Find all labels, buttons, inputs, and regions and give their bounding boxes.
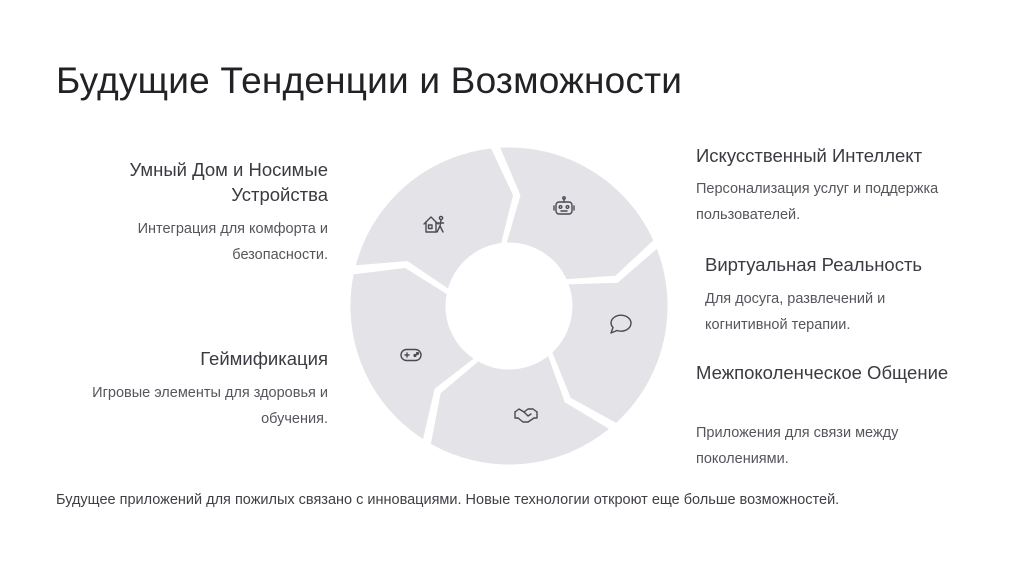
gamification-heading: Геймификация <box>200 348 328 369</box>
cycle-segment-ai <box>498 146 655 281</box>
smart-home-heading: Умный Дом и Носимые Устройства <box>129 159 328 205</box>
page-title: Будущие Тенденции и Возможности <box>56 60 683 101</box>
ai-description: Персонализация услуг и поддержка пользователей. <box>696 181 939 223</box>
footer-note: Будущее приложений для пожилых связано с инновациями. Новые технологии откроют еще больше возможностей. <box>56 492 840 508</box>
gamification-description: Игровые элементы для здоровья и обучения. <box>92 385 328 427</box>
vr-description: Для досуга, развлечений и когнитивной терапии. <box>705 291 886 333</box>
intergenerational-description: Приложения для связи между поколениями. <box>696 425 899 467</box>
smart-home-description: Интеграция для комфорта и безопасности. <box>137 221 328 263</box>
vr-heading: Виртуальная Реальность <box>705 254 923 275</box>
ai-heading: Искусственный Интеллект <box>696 145 923 166</box>
intergenerational-heading: Межпоколенческое Общение <box>696 362 949 383</box>
